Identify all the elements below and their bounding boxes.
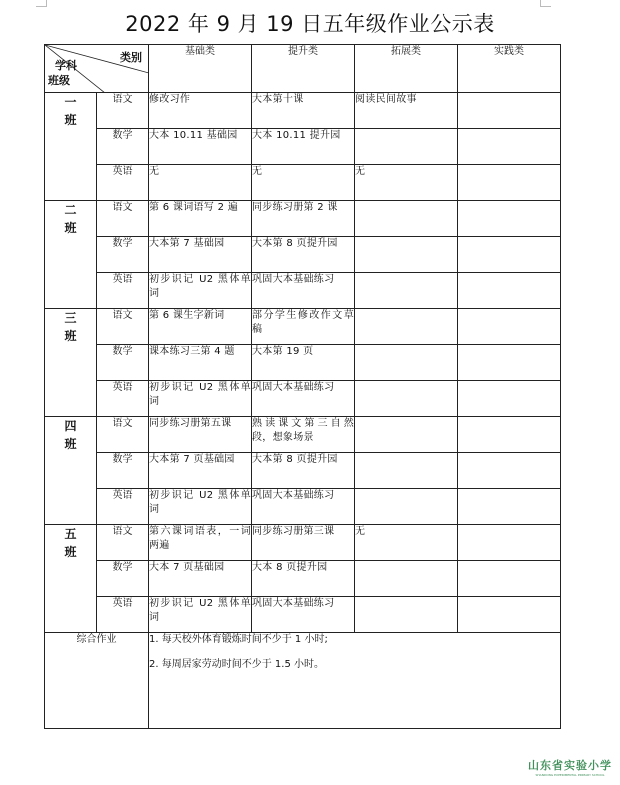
- homework-cell: 熟读课文第三自然段，想象场景: [252, 417, 355, 453]
- homework-cell: 第六课词语表，一词两遍: [149, 525, 252, 561]
- homework-cell: [355, 489, 458, 525]
- table-row: [45, 489, 561, 525]
- page-title: 2022 年 9 月 19 日五年级作业公示表: [125, 12, 495, 36]
- table-row: [45, 453, 561, 489]
- category-header-basic: 基础类: [149, 45, 252, 93]
- homework-cell: 修改习作: [149, 93, 252, 129]
- homework-cell: [458, 93, 561, 129]
- homework-cell: [355, 561, 458, 597]
- diag-category-label: 类别: [120, 51, 142, 64]
- homework-cell: 同步练习册第三课: [252, 525, 355, 561]
- homework-cell: [355, 381, 458, 417]
- homework-cell: [458, 273, 561, 309]
- homework-cell: 大本第 7 基础园: [149, 237, 252, 273]
- summary-item: 2. 每周居家劳动时间不少于 1.5 小时。: [149, 659, 324, 670]
- table-row: [45, 525, 561, 561]
- subject-cell: 语文: [97, 417, 149, 453]
- homework-cell: 初步识记 U2 黑体单词: [149, 273, 252, 309]
- homework-cell: 大本第 8 页提升园: [252, 453, 355, 489]
- homework-cell: 大本 10.11 基础园: [149, 129, 252, 165]
- homework-cell: 无: [149, 165, 252, 201]
- table-row: [45, 93, 561, 129]
- homework-cell: [458, 309, 561, 345]
- homework-cell: 无: [355, 525, 458, 561]
- subject-cell: 语文: [97, 309, 149, 345]
- homework-cell: 巩固大本基础练习: [252, 273, 355, 309]
- homework-cell: [458, 129, 561, 165]
- subject-cell: 数学: [97, 453, 149, 489]
- table-row: [45, 309, 561, 345]
- table-row: [45, 129, 561, 165]
- table-row: [45, 165, 561, 201]
- subject-cell: 数学: [97, 129, 149, 165]
- homework-cell: [458, 237, 561, 273]
- homework-cell: [458, 345, 561, 381]
- homework-cell: 初步识记 U2 黑体单词: [149, 381, 252, 417]
- homework-cell: [458, 165, 561, 201]
- homework-cell: [458, 525, 561, 561]
- homework-cell: [355, 453, 458, 489]
- diag-subject-label: 学科: [55, 59, 77, 72]
- homework-cell: [355, 309, 458, 345]
- homework-cell: 无: [252, 165, 355, 201]
- category-header-extend: 拓展类: [355, 45, 458, 93]
- subject-cell: 英语: [97, 381, 149, 417]
- homework-cell: 巩固大本基础练习: [252, 597, 355, 633]
- class-name: 五班: [64, 527, 77, 559]
- homework-cell: [355, 129, 458, 165]
- page-corner-mark-right: [540, 0, 551, 7]
- summary-label: 综合作业: [45, 633, 149, 729]
- table-row: [45, 201, 561, 237]
- class-name-cell: [45, 93, 97, 201]
- table-row: [45, 381, 561, 417]
- table-row: [45, 417, 561, 453]
- diag-class-label: 班级: [48, 74, 70, 87]
- homework-cell: 大本 7 页基础园: [149, 561, 252, 597]
- homework-cell: [355, 201, 458, 237]
- subject-cell: 英语: [97, 165, 149, 201]
- homework-cell: 大本第 8 页提升园: [252, 237, 355, 273]
- homework-cell: 巩固大本基础练习: [252, 381, 355, 417]
- class-name-cell: [45, 417, 97, 525]
- homework-cell: [355, 417, 458, 453]
- homework-cell: [355, 237, 458, 273]
- homework-cell: 初步识记 U2 黑体单词: [149, 597, 252, 633]
- table-row: [45, 345, 561, 381]
- class-name: 三班: [64, 311, 77, 343]
- homework-cell: 大本第 19 页: [252, 345, 355, 381]
- homework-cell: 大本第 7 页基础园: [149, 453, 252, 489]
- subject-cell: 数学: [97, 345, 149, 381]
- homework-cell: 大本 8 页提升园: [252, 561, 355, 597]
- table-row: [45, 273, 561, 309]
- homework-cell: 同步练习册第 2 课: [252, 201, 355, 237]
- homework-cell: 阅读民间故事: [355, 93, 458, 129]
- homework-cell: 第 6 课词语写 2 遍: [149, 201, 252, 237]
- homework-cell: [458, 561, 561, 597]
- homework-cell: 无: [355, 165, 458, 201]
- category-header-improve: 提升类: [252, 45, 355, 93]
- subject-cell: 语文: [97, 201, 149, 237]
- table-row: [45, 561, 561, 597]
- homework-cell: 同步练习册第五课: [149, 417, 252, 453]
- diagonal-header-cell: [45, 45, 149, 93]
- header-row: [45, 45, 561, 93]
- homework-cell: [458, 453, 561, 489]
- subject-cell: 英语: [97, 489, 149, 525]
- table-row: [45, 597, 561, 633]
- homework-cell: 大本 10.11 提升园: [252, 129, 355, 165]
- homework-table: [44, 44, 561, 729]
- class-name: 四班: [64, 419, 77, 451]
- logo-name: 山东省实验小学: [528, 759, 612, 772]
- homework-cell: [355, 273, 458, 309]
- homework-cell: 初步识记 U2 黑体单词: [149, 489, 252, 525]
- logo-subtitle: SHANDONG EXPERIMENTAL PRIMARY SCHOOL: [535, 773, 605, 777]
- homework-cell: 大本第十课: [252, 93, 355, 129]
- class-name-cell: [45, 525, 97, 633]
- class-name: 一班: [64, 95, 77, 127]
- class-name-cell: [45, 201, 97, 309]
- class-name-cell: [45, 309, 97, 417]
- homework-cell: [458, 417, 561, 453]
- class-name: 二班: [64, 203, 77, 235]
- homework-cell: 部分学生修改作文草稿: [252, 309, 355, 345]
- subject-cell: 语文: [97, 93, 149, 129]
- homework-cell: 巩固大本基础练习: [252, 489, 355, 525]
- homework-cell: [458, 201, 561, 237]
- subject-cell: 语文: [97, 525, 149, 561]
- subject-cell: 英语: [97, 273, 149, 309]
- summary-row: [45, 633, 561, 729]
- subject-cell: 数学: [97, 561, 149, 597]
- homework-cell: [355, 345, 458, 381]
- summary-body: [149, 633, 561, 729]
- homework-cell: 第 6 课生字新词: [149, 309, 252, 345]
- category-header-practice: 实践类: [458, 45, 561, 93]
- homework-cell: [458, 489, 561, 525]
- summary-item: 1. 每天校外体育锻炼时间不少于 1 小时;: [149, 634, 328, 645]
- subject-cell: 英语: [97, 597, 149, 633]
- homework-cell: [458, 597, 561, 633]
- subject-cell: 数学: [97, 237, 149, 273]
- page-corner-mark-left: [36, 0, 47, 7]
- homework-cell: [458, 381, 561, 417]
- homework-cell: [355, 597, 458, 633]
- table-row: [45, 237, 561, 273]
- school-logo: [528, 757, 612, 777]
- homework-cell: 课本练习三第 4 题: [149, 345, 252, 381]
